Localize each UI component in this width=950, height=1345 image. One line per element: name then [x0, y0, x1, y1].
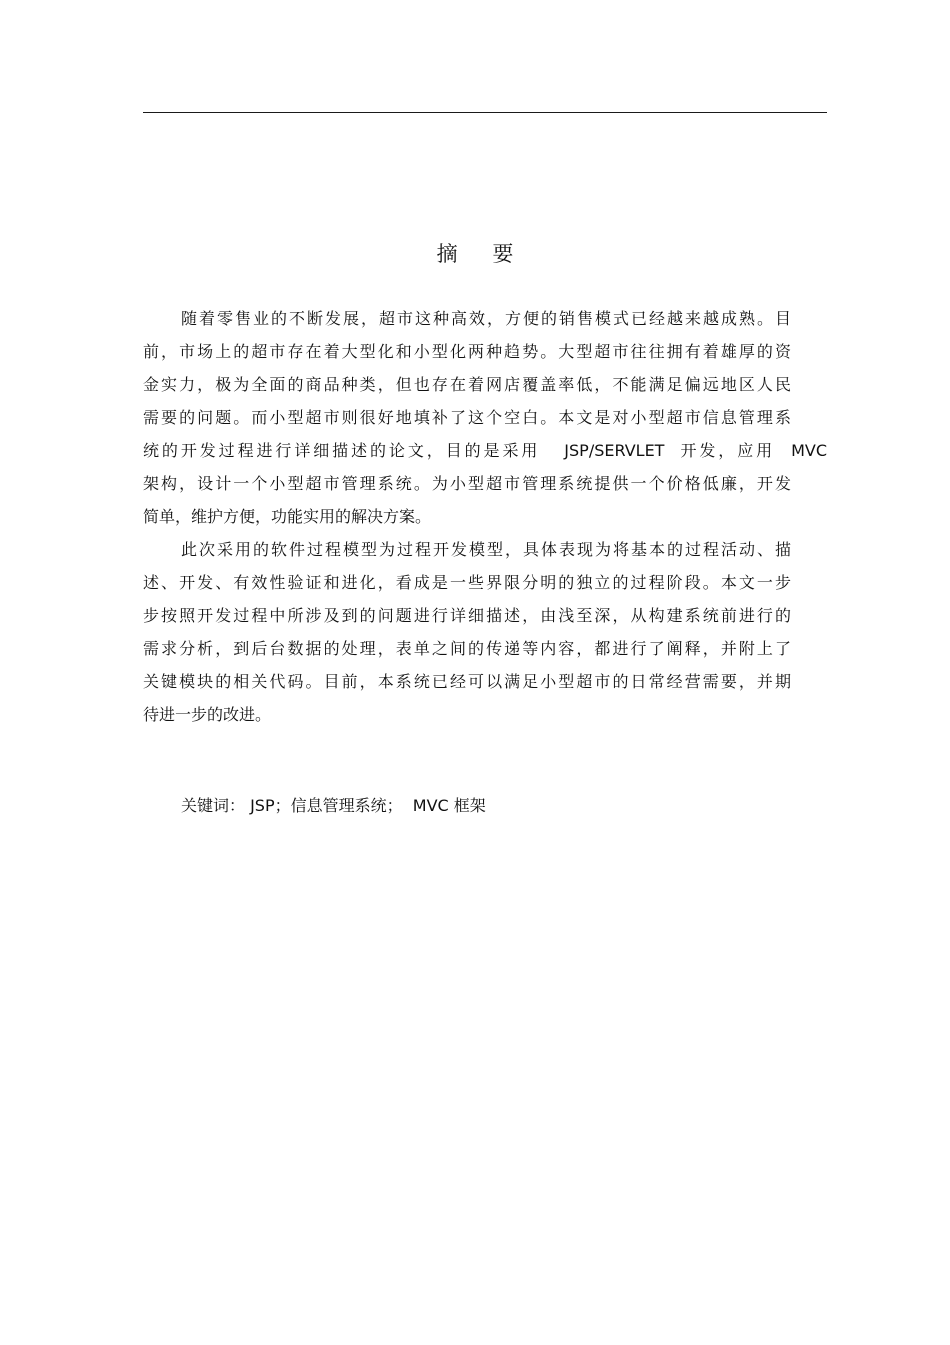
paragraph-line: 架构，设计一个小型超市管理系统。为小型超市管理系统提供一个价格低廉，开发 [143, 474, 791, 493]
paragraph-1 [143, 302, 827, 533]
paragraph-line: 金实力，极为全面的商品种类，但也存在着网店覆盖率低，不能满足偏远地区人民 [143, 375, 791, 394]
abstract-title: 摘 要 [436, 242, 528, 266]
paragraph-2 [143, 533, 827, 731]
paragraph-line: 前，市场上的超市存在着大型化和小型化两种趋势。大型超市往往拥有着雄厚的资 [143, 342, 791, 361]
abstract-body [143, 302, 827, 731]
header-rule [143, 112, 827, 113]
paragraph-line: 关键模块的相关代码。目前，本系统已经可以满足小型超市的日常经营需要，并期 [143, 672, 791, 691]
paragraph-line: 需求分析，到后台数据的处理，表单之间的传递等内容，都进行了阐释，并附上了 [143, 639, 791, 658]
paragraph-line: 此次采用的软件过程模型为过程开发模型，具体表现为将基本的过程活动、描 [181, 540, 791, 559]
paragraph-line: 述、开发、有效性验证和进化，看成是一些界限分明的独立的过程阶段。本文一步 [143, 573, 791, 592]
paragraph-line: 步按照开发过程中所涉及到的问题进行详细描述，由浅至深，从构建系统前进行的 [143, 606, 791, 625]
paragraph-line: 随着零售业的不断发展，超市这种高效，方便的销售模式已经越来越成熟。目 [181, 309, 791, 328]
paragraph-line: 需要的问题。而小型超市则很好地填补了这个空白。本文是对小型超市信息管理系 [143, 408, 791, 427]
paragraph-line: 简单，维护方便，功能实用的解决方案。 [143, 507, 432, 526]
keywords-line: 关键词： JSP；信息管理系统； MVC 框架 [181, 796, 486, 815]
paragraph-line: 统的开发过程进行详细描述的论文，目的是采用 JSP/SERVLET 开发，应用 MVC [143, 441, 827, 460]
paragraph-line: 待进一步的改进。 [143, 705, 272, 724]
